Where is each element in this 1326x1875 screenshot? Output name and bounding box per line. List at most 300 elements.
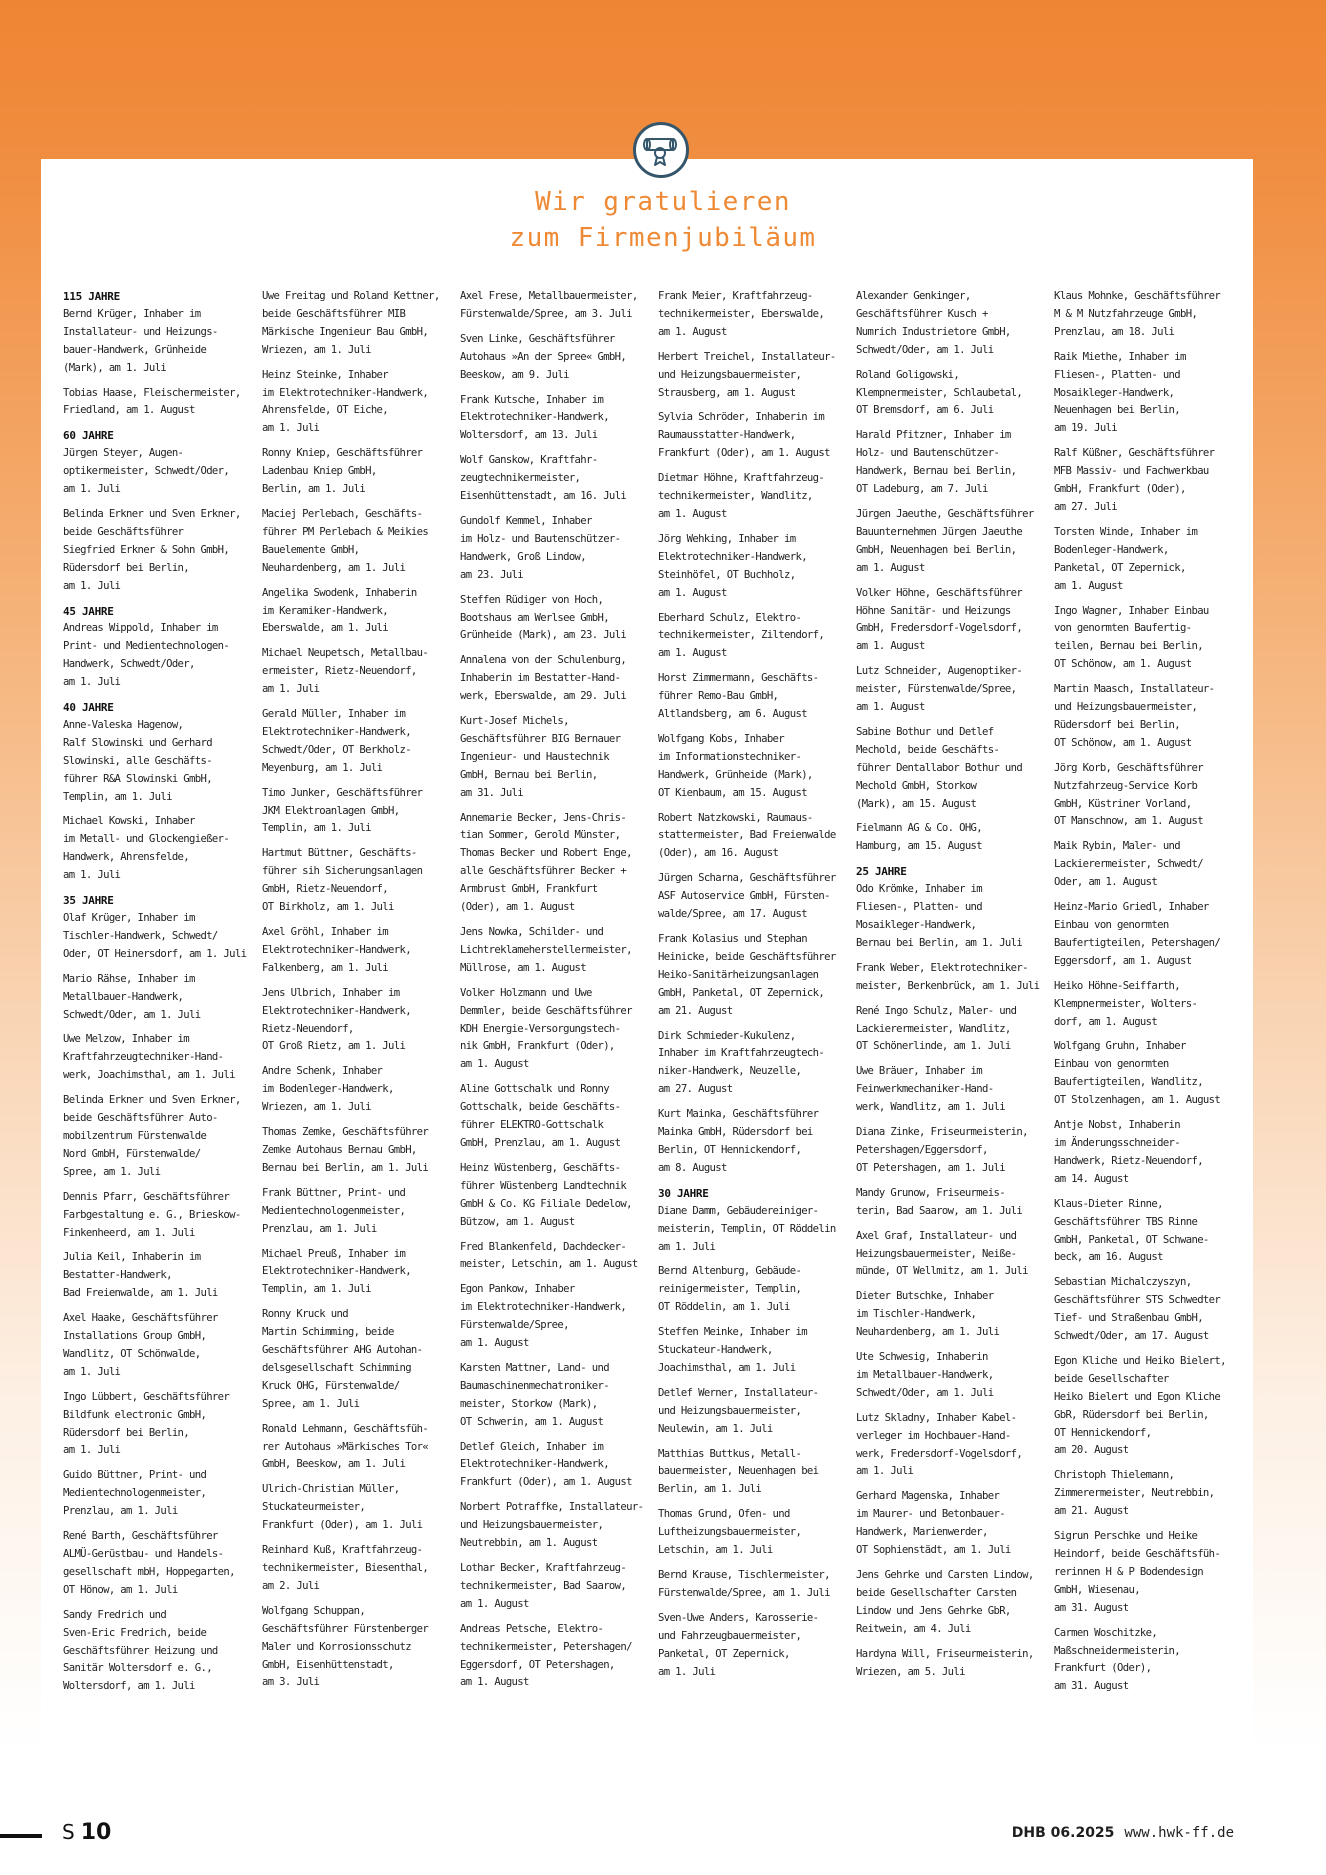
entry-line: münde, OT Wellmitz, am 1. Juli — [856, 1265, 1028, 1278]
entry-line: Beeskow, am 9. Juli — [460, 368, 569, 381]
anniversary-entry — [856, 881, 1048, 953]
entry-line: Oder, am 1. August — [1054, 876, 1158, 889]
entry-line: Angelika Swodenk, Inhaberin — [262, 586, 417, 599]
anniversary-entry — [63, 1528, 255, 1600]
entry-line: Bernd Altenburg, Gebäude- — [658, 1265, 802, 1278]
entry-line: Sigrun Perschke und Heike — [1054, 1530, 1198, 1543]
entry-line: Mechold GmbH, Storkow — [856, 779, 977, 792]
entry-line: Robert Natzkowski, Raumaus- — [658, 811, 813, 824]
entry-line: Mainka GmbH, Rüdersdorf bei — [658, 1126, 813, 1139]
entry-line: am 1. August — [460, 1676, 529, 1689]
entry-line: Uwe Bräuer, Inhaber im — [856, 1065, 983, 1078]
entry-line: Ingo Lübbert, Geschäftsführer — [63, 1390, 230, 1403]
entry-line: Rüdersdorf bei Berlin, — [63, 561, 190, 574]
entry-line: Berlin, am 1. Juli — [658, 1483, 762, 1496]
entry-line: Grünheide (Mark), am 23. Juli — [460, 629, 627, 642]
entry-line: niker-Handwerk, Neuzelle, — [658, 1065, 802, 1078]
entry-line: am 2. Juli — [262, 1579, 320, 1592]
anniversary-entry — [1054, 1117, 1246, 1189]
entry-line: Karsten Mattner, Land- und — [460, 1361, 609, 1374]
entry-line: Demmler, beide Geschäftsführer — [460, 1004, 632, 1017]
anniversary-entry — [658, 810, 850, 864]
anniversary-entry — [856, 1410, 1048, 1482]
entry-line: Sandy Fredrich und — [63, 1608, 167, 1621]
entry-line: Falkenberg, am 1. Juli — [262, 961, 389, 974]
anniversary-entry — [262, 506, 454, 578]
anniversary-entry — [658, 610, 850, 664]
anniversary-entry — [460, 1621, 652, 1693]
entry-line: Schwedt/Oder, OT Berkholz- — [262, 743, 411, 756]
entry-line: Berlin, OT Hennickendorf, — [658, 1143, 802, 1156]
entry-line: Ralf Küßner, Geschäftsführer — [1054, 447, 1215, 460]
entry-line: Prenzlau, am 1. Juli — [262, 1222, 377, 1235]
entry-line: Axel Haake, Geschäftsführer — [63, 1312, 218, 1325]
anniversary-entry — [658, 288, 850, 342]
anniversary-entry — [1054, 899, 1246, 971]
entry-line: Carmen Woschitzke, — [1054, 1626, 1158, 1639]
entry-line: Heiko Höhne-Seiffarth, — [1054, 979, 1181, 992]
entry-line: Fürstenwalde/Spree, — [460, 1319, 569, 1332]
entry-line: Timo Junker, Geschäftsführer — [262, 786, 423, 799]
entry-line: und Heizungsbauermeister, — [658, 368, 802, 381]
entry-line: Julia Keil, Inhaberin im — [63, 1251, 201, 1264]
footer-right — [1012, 1825, 1234, 1841]
entry-line: führer PM Perlebach & Meikies — [262, 525, 429, 538]
entry-line: Sylvia Schröder, Inhaberin im — [658, 411, 825, 424]
entry-line: rer Autohaus »Märkisches Tor« — [262, 1440, 429, 1453]
entry-line: Elektrotechniker-Handwerk, — [658, 550, 807, 563]
entry-line: Neuenhagen bei Berlin, — [1054, 404, 1181, 417]
entry-line: (Mark), am 1. Juli — [63, 361, 167, 374]
entry-line: am 31. Juli — [460, 786, 524, 799]
entry-line: Dennis Pfarr, Geschäftsführer — [63, 1190, 230, 1203]
entry-line: Frank Büttner, Print- und — [262, 1186, 406, 1199]
entry-line: Lutz Schneider, Augenoptiker- — [856, 665, 1023, 678]
entry-line: OT Kienbaum, am 15. August — [658, 786, 807, 799]
entry-line: Martin Maasch, Installateur- — [1054, 683, 1215, 696]
anniversary-entry — [1054, 1196, 1246, 1268]
entry-line: Metallbauer-Handwerk, — [63, 990, 184, 1003]
entry-line: Lackierermeister, Schwedt/ — [1054, 858, 1203, 871]
entry-line: im Elektrotechniker-Handwerk, — [262, 386, 429, 399]
anniversary-list — [63, 288, 1263, 1728]
entry-line: Wolfgang Gruhn, Inhaber — [1054, 1040, 1186, 1053]
entry-line: Maik Rybin, Maler- und — [1054, 840, 1181, 853]
entry-line: Heiko-Sanitärheizungsanlagen — [658, 968, 819, 981]
entry-line: Geschäftsführer AHG Autohan- — [262, 1344, 423, 1357]
entry-line: OT Schönow, am 1. August — [1054, 658, 1192, 671]
entry-line: am 1. Juli — [658, 1665, 716, 1678]
entry-line: am 3. Juli — [262, 1676, 320, 1689]
entry-line: Volker Holzmann und Uwe — [460, 986, 592, 999]
anniversary-entry — [856, 1488, 1048, 1560]
entry-line: Wolfgang Kobs, Inhaber — [658, 732, 785, 745]
entry-line: Aline Gottschalk und Ronny — [460, 1083, 609, 1096]
entry-line: im Elektrotechniker-Handwerk, — [460, 1301, 627, 1314]
anniversary-entry — [262, 785, 454, 839]
entry-line: OT Schönow, am 1. August — [1054, 736, 1192, 749]
entry-line: stattermeister, Bad Freienwalde — [658, 829, 836, 842]
entry-line: Bützow, am 1. August — [460, 1215, 575, 1228]
entry-line: Heindorf, beide Geschäftsfüh- — [1054, 1548, 1221, 1560]
entry-line: Jörg Korb, Geschäftsführer — [1054, 761, 1203, 774]
entry-line: GmbH, Bernau bei Berlin, — [460, 768, 598, 781]
entry-line: Eggersdorf, am 1. August — [1054, 954, 1192, 967]
anniversary-entry — [856, 960, 1048, 996]
anniversary-entry — [856, 367, 1048, 421]
entry-line: im Holz- und Bautenschützer- — [460, 532, 621, 545]
anniversary-entry — [856, 1185, 1048, 1221]
entry-line: Lothar Becker, Kraftfahrzeug- — [460, 1562, 627, 1574]
entry-line: am 1. Juli — [262, 683, 320, 696]
anniversary-entry — [856, 1003, 1048, 1057]
entry-line: delsgesellschaft Schimming — [262, 1361, 411, 1374]
entry-line: Baumaschinenmechatroniker- — [460, 1379, 609, 1392]
entry-line: Matthias Buttkus, Metall- — [658, 1447, 802, 1460]
entry-line: Handwerk, Schwedt/Oder, — [63, 658, 195, 671]
entry-line: am 1. August — [658, 325, 727, 338]
entry-line: Ladenbau Kniep GmbH, — [262, 465, 377, 478]
anniversary-entry — [658, 1385, 850, 1439]
entry-line: OT Manschnow, am 1. August — [1054, 815, 1203, 828]
entry-line: Mandy Grunow, Friseurmeis- — [856, 1186, 1005, 1199]
entry-line: Alexander Genkinger, — [856, 290, 971, 302]
anniversary-entry — [262, 1306, 454, 1413]
anniversary-entry — [460, 1081, 652, 1153]
entry-line: Einbau von genormten — [1054, 919, 1169, 931]
anniversary-entry — [262, 288, 454, 360]
anniversary-entry — [460, 810, 652, 917]
entry-line: Farbgestaltung e. G., Brieskow- — [63, 1208, 241, 1221]
anniversary-entry — [63, 1389, 255, 1461]
entry-line: führer R&A Slowinski GmbH, — [63, 772, 212, 785]
anniversary-entry — [262, 1246, 454, 1300]
entry-line: führer Remo-Bau GmbH, — [658, 690, 779, 703]
anniversary-entry — [63, 1607, 255, 1697]
anniversary-entry — [460, 713, 652, 803]
anniversary-entry — [63, 1092, 255, 1182]
anniversary-entry — [856, 1349, 1048, 1403]
entry-line: GmbH, Beeskow, am 1. Juli — [262, 1458, 406, 1471]
anniversary-entry — [460, 1239, 652, 1275]
entry-line: am 14. August — [1054, 1172, 1129, 1185]
entry-line: Tischler-Handwerk, Schwedt/ — [63, 929, 218, 942]
anniversary-entry — [63, 1189, 255, 1243]
entry-line: am 31. August — [1054, 1601, 1129, 1614]
entry-line: GmbH, Panketal, OT Zepernick, — [658, 986, 825, 999]
anniversary-entry — [658, 931, 850, 1021]
entry-line: meisterin, Templin, OT Röddelin — [658, 1222, 836, 1235]
entry-line: Inhaber im Kraftfahrzeugtech- — [658, 1047, 825, 1060]
entry-line: GmbH, Prenzlau, am 1. August — [460, 1136, 621, 1149]
entry-line: Ute Schwesig, Inhaberin — [856, 1351, 988, 1364]
anniversary-entry — [658, 1106, 850, 1178]
entry-line: Uwe Melzow, Inhaber im — [63, 1033, 190, 1046]
entry-line: Klempnermeister, Wolters- — [1054, 997, 1198, 1010]
entry-line: reinigermeister, Templin, — [658, 1283, 802, 1296]
anniversary-entry — [856, 427, 1048, 499]
entry-line: führer Dentallabor Bothur und — [856, 761, 1023, 774]
entry-line: Steffen Rüdiger von Hoch, — [460, 593, 604, 606]
anniversary-entry — [460, 1499, 652, 1553]
entry-line: Hamburg, am 15. August — [856, 840, 983, 853]
entry-line: Ulrich-Christian Müller, — [262, 1483, 400, 1496]
entry-line: Handwerk, Ahrensfelde, — [63, 851, 190, 864]
entry-line: Elektrotechniker-Handwerk, — [262, 943, 411, 956]
entry-line: Heinz-Mario Griedl, Inhaber — [1054, 901, 1209, 914]
entry-line: und Heizungsbauermeister, — [460, 1519, 604, 1532]
entry-line: Templin, am 1. Juli — [262, 1283, 371, 1296]
entry-line: im Keramiker-Handwerk, — [262, 604, 389, 617]
entry-line: werk, Eberswalde, am 29. Juli — [460, 690, 627, 703]
entry-line: Roland Goligowski, — [856, 368, 960, 381]
entry-line: OT Sophienstädt, am 1. Juli — [856, 1544, 1011, 1557]
entry-line: beide Geschäftsführer — [63, 525, 184, 538]
entry-line: Guido Büttner, Print- und — [63, 1469, 207, 1482]
entry-line: Woltersdorf, am 1. Juli — [63, 1680, 195, 1693]
entry-line: Bootshaus am Werlsee GmbH, — [460, 611, 609, 624]
entry-line: führer ELEKTRO-Gottschalk — [460, 1119, 604, 1132]
entry-line: Woltersdorf, am 13. Juli — [460, 429, 598, 442]
entry-line: Reinhard Kuß, Kraftfahrzeug- — [262, 1544, 423, 1557]
entry-line: Hartmut Büttner, Geschäfts- — [262, 847, 417, 860]
entry-line: Spree, am 1. Juli — [262, 1397, 360, 1410]
column-3 — [460, 288, 652, 1699]
entry-line: im Änderungsschneider- — [1054, 1136, 1181, 1149]
entry-line: im Informationstechniker- — [658, 750, 802, 763]
certificate-icon — [641, 133, 681, 167]
entry-line: Print- und Medientechnologen- — [63, 640, 230, 653]
entry-line: Ronald Lehmann, Geschäftsfüh- — [262, 1422, 429, 1435]
anniversary-entry — [262, 585, 454, 639]
entry-line: Heiko Bielert und Egon Kliche — [1054, 1390, 1221, 1403]
entry-line: Handwerk, Groß Lindow, — [460, 550, 587, 563]
entry-line: Autohaus »An der Spree« GmbH, — [460, 350, 627, 363]
entry-line: Detlef Gleich, Inhaber im — [460, 1440, 604, 1453]
entry-line: Handwerk, Marienwerder, — [856, 1526, 988, 1539]
entry-line: gesellschaft mbH, Hoppegarten, — [63, 1565, 235, 1578]
entry-line: Frankfurt (Oder), am 1. August — [658, 447, 830, 460]
entry-line: GmbH & Co. KG Filiale Dedelow, — [460, 1197, 632, 1210]
entry-line: Sven-Eric Fredrich, beide — [63, 1626, 207, 1639]
entry-line: Raik Miethe, Inhaber im — [1054, 350, 1186, 363]
entry-line: Bauunternehmen Jürgen Jaeuthe — [856, 525, 1023, 538]
anniversary-entry — [1054, 838, 1246, 892]
entry-line: Elektrotechniker-Handwerk, — [262, 1004, 411, 1017]
entry-line: im Tischler-Handwerk, — [856, 1308, 977, 1321]
entry-line: Herbert Treichel, Installateur- — [658, 350, 836, 363]
anniversary-entry — [856, 1228, 1048, 1282]
entry-line: Friedland, am 1. August — [63, 404, 195, 417]
entry-line: Jens Gehrke und Carsten Lindow, — [856, 1569, 1034, 1581]
entry-line: GmbH, Panketal, OT Schwane- — [1054, 1233, 1209, 1246]
entry-line: Christoph Thielemann, — [1054, 1469, 1175, 1482]
entry-line: Eisenhüttenstadt, am 16. Juli — [460, 490, 627, 503]
entry-line: Sven Linke, Geschäftsführer — [460, 332, 615, 345]
entry-line: am 1. Juli — [63, 1365, 121, 1378]
entry-line: Spree, am 1. Juli — [63, 1165, 161, 1178]
entry-line: Tief- und Straßenbau GmbH, — [1054, 1312, 1203, 1325]
entry-line: OT Groß Rietz, am 1. Juli — [262, 1040, 406, 1053]
entry-line: ermeister, Rietz-Neuendorf, — [262, 665, 417, 678]
entry-line: meister, Berkenbrück, am 1. Juli — [856, 979, 1040, 992]
entry-line: bauermeister, Neuenhagen bei — [658, 1465, 819, 1478]
entry-line: am 1. August — [658, 586, 727, 599]
entry-line: beide Geschäftsführer Auto- — [63, 1112, 218, 1125]
anniversary-entry — [658, 1610, 850, 1682]
entry-line: Panketal, OT Zepernick, — [658, 1647, 790, 1660]
entry-line: Fürstenwalde/Spree, am 1. Juli — [658, 1586, 830, 1599]
entry-line: beide Gesellschafter — [1054, 1372, 1169, 1385]
anniversary-entry — [460, 392, 652, 446]
entry-line: Lindow und Jens Gehrke GbR, — [856, 1604, 1011, 1617]
entry-line: OT Hennickendorf, — [1054, 1426, 1152, 1439]
anniversary-entry — [1054, 603, 1246, 675]
entry-line: beide Gesellschafter Carsten — [856, 1586, 1017, 1599]
entry-line: Panketal, OT Zepernick, — [1054, 561, 1186, 574]
entry-line: am 1. August — [1054, 579, 1123, 592]
entry-line: Martin Schimming, beide — [262, 1326, 394, 1339]
anniversary-entry — [1054, 760, 1246, 832]
column-4 — [658, 288, 850, 1688]
anniversary-entry — [658, 1446, 850, 1500]
entry-line: Medientechnologenmeister, — [262, 1204, 406, 1217]
entry-line: Petershagen/Eggersdorf, — [856, 1143, 988, 1156]
anniversary-entry — [460, 331, 652, 385]
entry-line: Norbert Potraffke, Installateur- — [460, 1501, 644, 1514]
section-letter: S — [62, 1820, 75, 1844]
entry-line: verleger im Hochbauer-Hand- — [856, 1429, 1011, 1442]
anniversary-entry — [262, 1481, 454, 1535]
entry-line: GmbH, Fredersdorf-Vogelsdorf, — [856, 622, 1023, 635]
website-link[interactable]: www.hwk-ff.de — [1124, 1825, 1234, 1841]
entry-line: Handwerk, Bernau bei Berlin, — [856, 465, 1017, 478]
entry-line: Klaus-Dieter Rinne, — [1054, 1197, 1163, 1210]
entry-line: zeugtechnikermeister, — [460, 472, 581, 485]
entry-line: Heinz Steinke, Inhaber — [262, 368, 389, 381]
entry-line: Maler und Korrosionsschutz — [262, 1640, 411, 1653]
entry-line: am 1. Juli — [658, 1240, 716, 1253]
entry-line: Inhaberin im Bestatter-Hand- — [460, 672, 621, 685]
entry-line: Frankfurt (Oder), am 1. August — [460, 1476, 632, 1489]
entry-line: Frank Meier, Kraftfahrzeug- — [658, 290, 813, 302]
anniversary-entry — [460, 1560, 652, 1614]
page-number-value: 10 — [80, 1820, 112, 1845]
entry-line: bauer-Handwerk, Grünheide — [63, 343, 207, 356]
entry-line: am 20. August — [1054, 1444, 1129, 1457]
entry-line: am 1. Juli — [856, 1465, 914, 1478]
entry-line: Diana Zinke, Friseurmeisterin, — [856, 1126, 1028, 1139]
entry-line: optikermeister, Schwedt/Oder, — [63, 465, 230, 478]
entry-line: am 1. August — [460, 1597, 529, 1610]
entry-line: Rüdersdorf bei Berlin, — [63, 1426, 190, 1439]
anniversary-entry — [1054, 1625, 1246, 1697]
entry-line: OT Petershagen, am 1. Juli — [856, 1161, 1005, 1174]
entry-line: Numrich Industrietore GmbH, — [856, 325, 1011, 338]
entry-line: am 27. August — [658, 1083, 733, 1096]
entry-line: Geschäftsführer BIG Bernauer — [460, 732, 621, 745]
entry-line: ALMÜ-Gerüstbau- und Handels- — [63, 1548, 224, 1560]
entry-line: Kurt-Josef Michels, — [460, 715, 569, 728]
entry-line: Klaus Mohnke, Geschäftsführer — [1054, 290, 1221, 302]
entry-line: Lichtreklameherstellermeister, — [460, 943, 632, 956]
entry-line: Neuhardenberg, am 1. Juli — [856, 1326, 1000, 1339]
entry-line: Wriezen, am 5. Juli — [856, 1665, 965, 1678]
anniversary-entry — [658, 531, 850, 603]
entry-line: Geschäftsführer Heizung und — [63, 1644, 218, 1657]
entry-line: Olaf Krüger, Inhaber im — [63, 912, 195, 924]
entry-line: Michael Neupetsch, Metallbau- — [262, 647, 429, 660]
entry-line: Jörg Wehking, Inhaber im — [658, 532, 796, 545]
entry-line: Joachimsthal, am 1. Juli — [658, 1361, 796, 1374]
anniversary-entry — [460, 452, 652, 506]
entry-line: Berlin, am 1. Juli — [262, 483, 366, 496]
anniversary-entry — [1054, 445, 1246, 517]
entry-line: Fliesen-, Platten- und — [856, 901, 983, 914]
entry-line: Zemke Autohaus Bernau GmbH, — [262, 1143, 417, 1156]
anniversary-entry — [460, 592, 652, 646]
entry-line: Volker Höhne, Geschäftsführer — [856, 586, 1023, 599]
entry-line: Klempnermeister, Schlaubetal, — [856, 386, 1023, 399]
entry-line: Bauelemente GmbH, — [262, 543, 360, 556]
anniversary-entry — [63, 306, 255, 378]
entry-line: technikermeister, Bad Saarow, — [460, 1579, 627, 1592]
entry-line: Heinicke, beide Geschäftsführer — [658, 950, 836, 963]
entry-line: am 23. Juli — [460, 568, 524, 581]
entry-line: Thomas Becker und Robert Enge, — [460, 847, 632, 860]
entry-line: Medientechnologenmeister, — [63, 1487, 207, 1500]
anniversary-entry — [1054, 1038, 1246, 1110]
page-title — [0, 184, 1326, 256]
anniversary-entry — [460, 985, 652, 1075]
entry-line: Geschäftsführer Kusch + — [856, 307, 988, 320]
anniversary-entry — [262, 1421, 454, 1475]
entry-line: am 1. August — [460, 1337, 529, 1350]
entry-line: Sabine Bothur und Detlef — [856, 725, 994, 738]
entry-line: Kraftfahrzeugtechniker-Hand- — [63, 1051, 224, 1064]
page-number — [62, 1820, 111, 1845]
anniversary-entry — [856, 1567, 1048, 1639]
entry-line: Slowinski, alle Geschäfts- — [63, 754, 212, 767]
entry-line: Eberhard Schulz, Elektro- — [658, 611, 802, 624]
column-5 — [856, 288, 1048, 1688]
entry-line: Ahrensfelde, OT Eiche, — [262, 404, 389, 417]
entry-line: am 1. Juli — [63, 869, 121, 882]
entry-line: ASF Autoservice GmbH, Fürsten- — [658, 890, 830, 903]
entry-line: technikermeister, Wandlitz, — [658, 490, 813, 503]
anniversary-entry — [1054, 681, 1246, 753]
entry-line: am 19. Juli — [1054, 422, 1118, 435]
entry-line: werk, Fredersdorf-Vogelsdorf, — [856, 1447, 1023, 1460]
column-6 — [1054, 288, 1246, 1703]
entry-line: Bad Freienwalde, am 1. Juli — [63, 1287, 218, 1300]
entry-line: Wolfgang Schuppan, — [262, 1604, 366, 1617]
anniversary-entry — [262, 367, 454, 439]
anniversary-entry — [262, 1603, 454, 1693]
entry-line: Fred Blankenfeld, Dachdecker- — [460, 1240, 627, 1253]
entry-line: Letschin, am 1. Juli — [658, 1544, 773, 1557]
entry-line: MFB Massiv- und Fachwerkbau — [1054, 465, 1209, 478]
entry-line: GbR, Rüdersdorf bei Berlin, — [1054, 1408, 1209, 1421]
entry-line: Jürgen Steyer, Augen- — [63, 447, 184, 460]
anniversary-entry — [63, 1310, 255, 1382]
entry-line: René Ingo Schulz, Maler- und — [856, 1004, 1017, 1017]
entry-line: am 1. Juli — [63, 579, 121, 592]
anniversary-entry — [856, 1288, 1048, 1342]
entry-line: werk, Joachimsthal, am 1. Juli — [63, 1069, 235, 1082]
anniversary-entry — [63, 971, 255, 1025]
entry-line: Raumausstatter-Handwerk, — [658, 429, 796, 442]
